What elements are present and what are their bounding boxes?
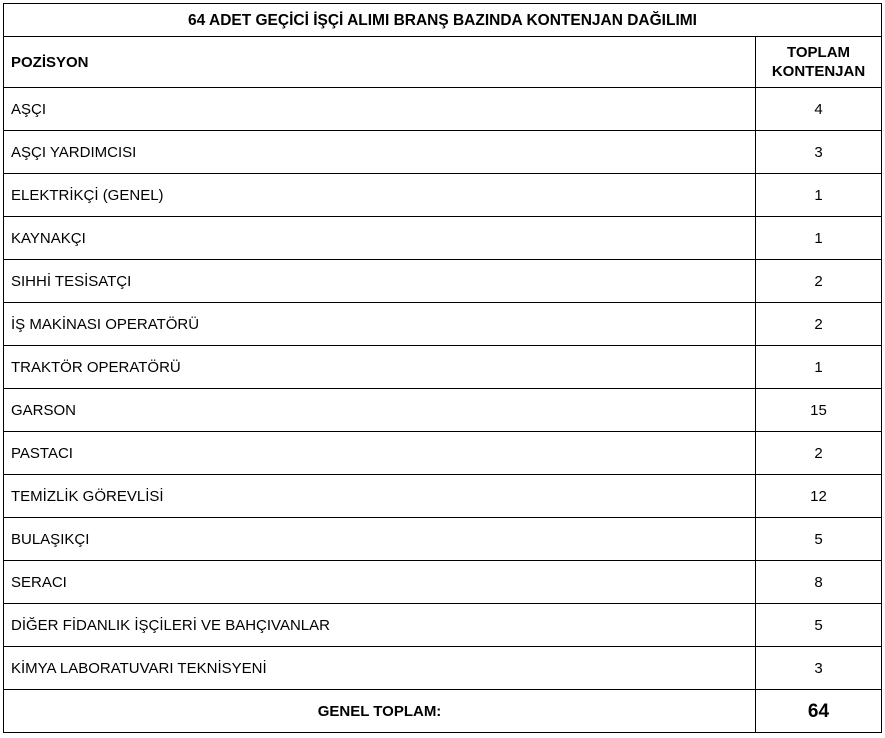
quota-cell: 1 [756, 217, 882, 260]
quota-column-header [756, 37, 882, 88]
position-cell: AŞÇI [4, 88, 756, 131]
table-row [4, 346, 882, 389]
position-cell: İŞ MAKİNASI OPERATÖRÜ [4, 303, 756, 346]
quota-cell: 12 [756, 475, 882, 518]
table-row [4, 432, 882, 475]
quota-cell: 1 [756, 174, 882, 217]
table-body [4, 4, 882, 733]
quota-cell: 4 [756, 88, 882, 131]
position-column-header: POZİSYON [4, 37, 756, 88]
position-cell: BULAŞIKÇI [4, 518, 756, 561]
position-cell: TEMİZLİK GÖREVLİSİ [4, 475, 756, 518]
table-row [4, 174, 882, 217]
position-cell: AŞÇI YARDIMCISI [4, 131, 756, 174]
table-row [4, 475, 882, 518]
position-cell: KAYNAKÇI [4, 217, 756, 260]
position-cell: KİMYA LABORATUVARI TEKNİSYENİ [4, 647, 756, 690]
quota-cell: 3 [756, 647, 882, 690]
table-row [4, 260, 882, 303]
quota-header-line2: KONTENJAN [771, 63, 866, 80]
table-header-row [4, 37, 882, 88]
total-value: 64 [756, 690, 882, 733]
table-row [4, 88, 882, 131]
quota-cell: 2 [756, 260, 882, 303]
position-cell: PASTACI [4, 432, 756, 475]
table-row [4, 561, 882, 604]
table-row [4, 131, 882, 174]
position-cell: SERACI [4, 561, 756, 604]
position-cell: SIHHİ TESİSATÇI [4, 260, 756, 303]
quota-header-line1: TOPLAM [786, 44, 851, 61]
table-row [4, 389, 882, 432]
position-cell: ELEKTRİKÇİ (GENEL) [4, 174, 756, 217]
position-cell: TRAKTÖR OPERATÖRÜ [4, 346, 756, 389]
quota-cell: 8 [756, 561, 882, 604]
table-row [4, 303, 882, 346]
quota-distribution-table [3, 3, 882, 733]
quota-cell: 15 [756, 389, 882, 432]
table-row [4, 518, 882, 561]
quota-cell: 5 [756, 518, 882, 561]
quota-cell: 5 [756, 604, 882, 647]
table-row [4, 647, 882, 690]
position-cell: DİĞER FİDANLIK İŞÇİLERİ VE BAHÇIVANLAR [4, 604, 756, 647]
quota-cell: 3 [756, 131, 882, 174]
position-cell: GARSON [4, 389, 756, 432]
table-title: 64 ADET GEÇİCİ İŞÇİ ALIMI BRANŞ BAZINDA KONTENJAN DAĞILIMI [4, 4, 882, 37]
total-label: GENEL TOPLAM: [4, 690, 756, 733]
quota-cell: 1 [756, 346, 882, 389]
table-row [4, 217, 882, 260]
quota-cell: 2 [756, 432, 882, 475]
total-row [4, 690, 882, 733]
table-row [4, 604, 882, 647]
table-title-row [4, 4, 882, 37]
quota-cell: 2 [756, 303, 882, 346]
